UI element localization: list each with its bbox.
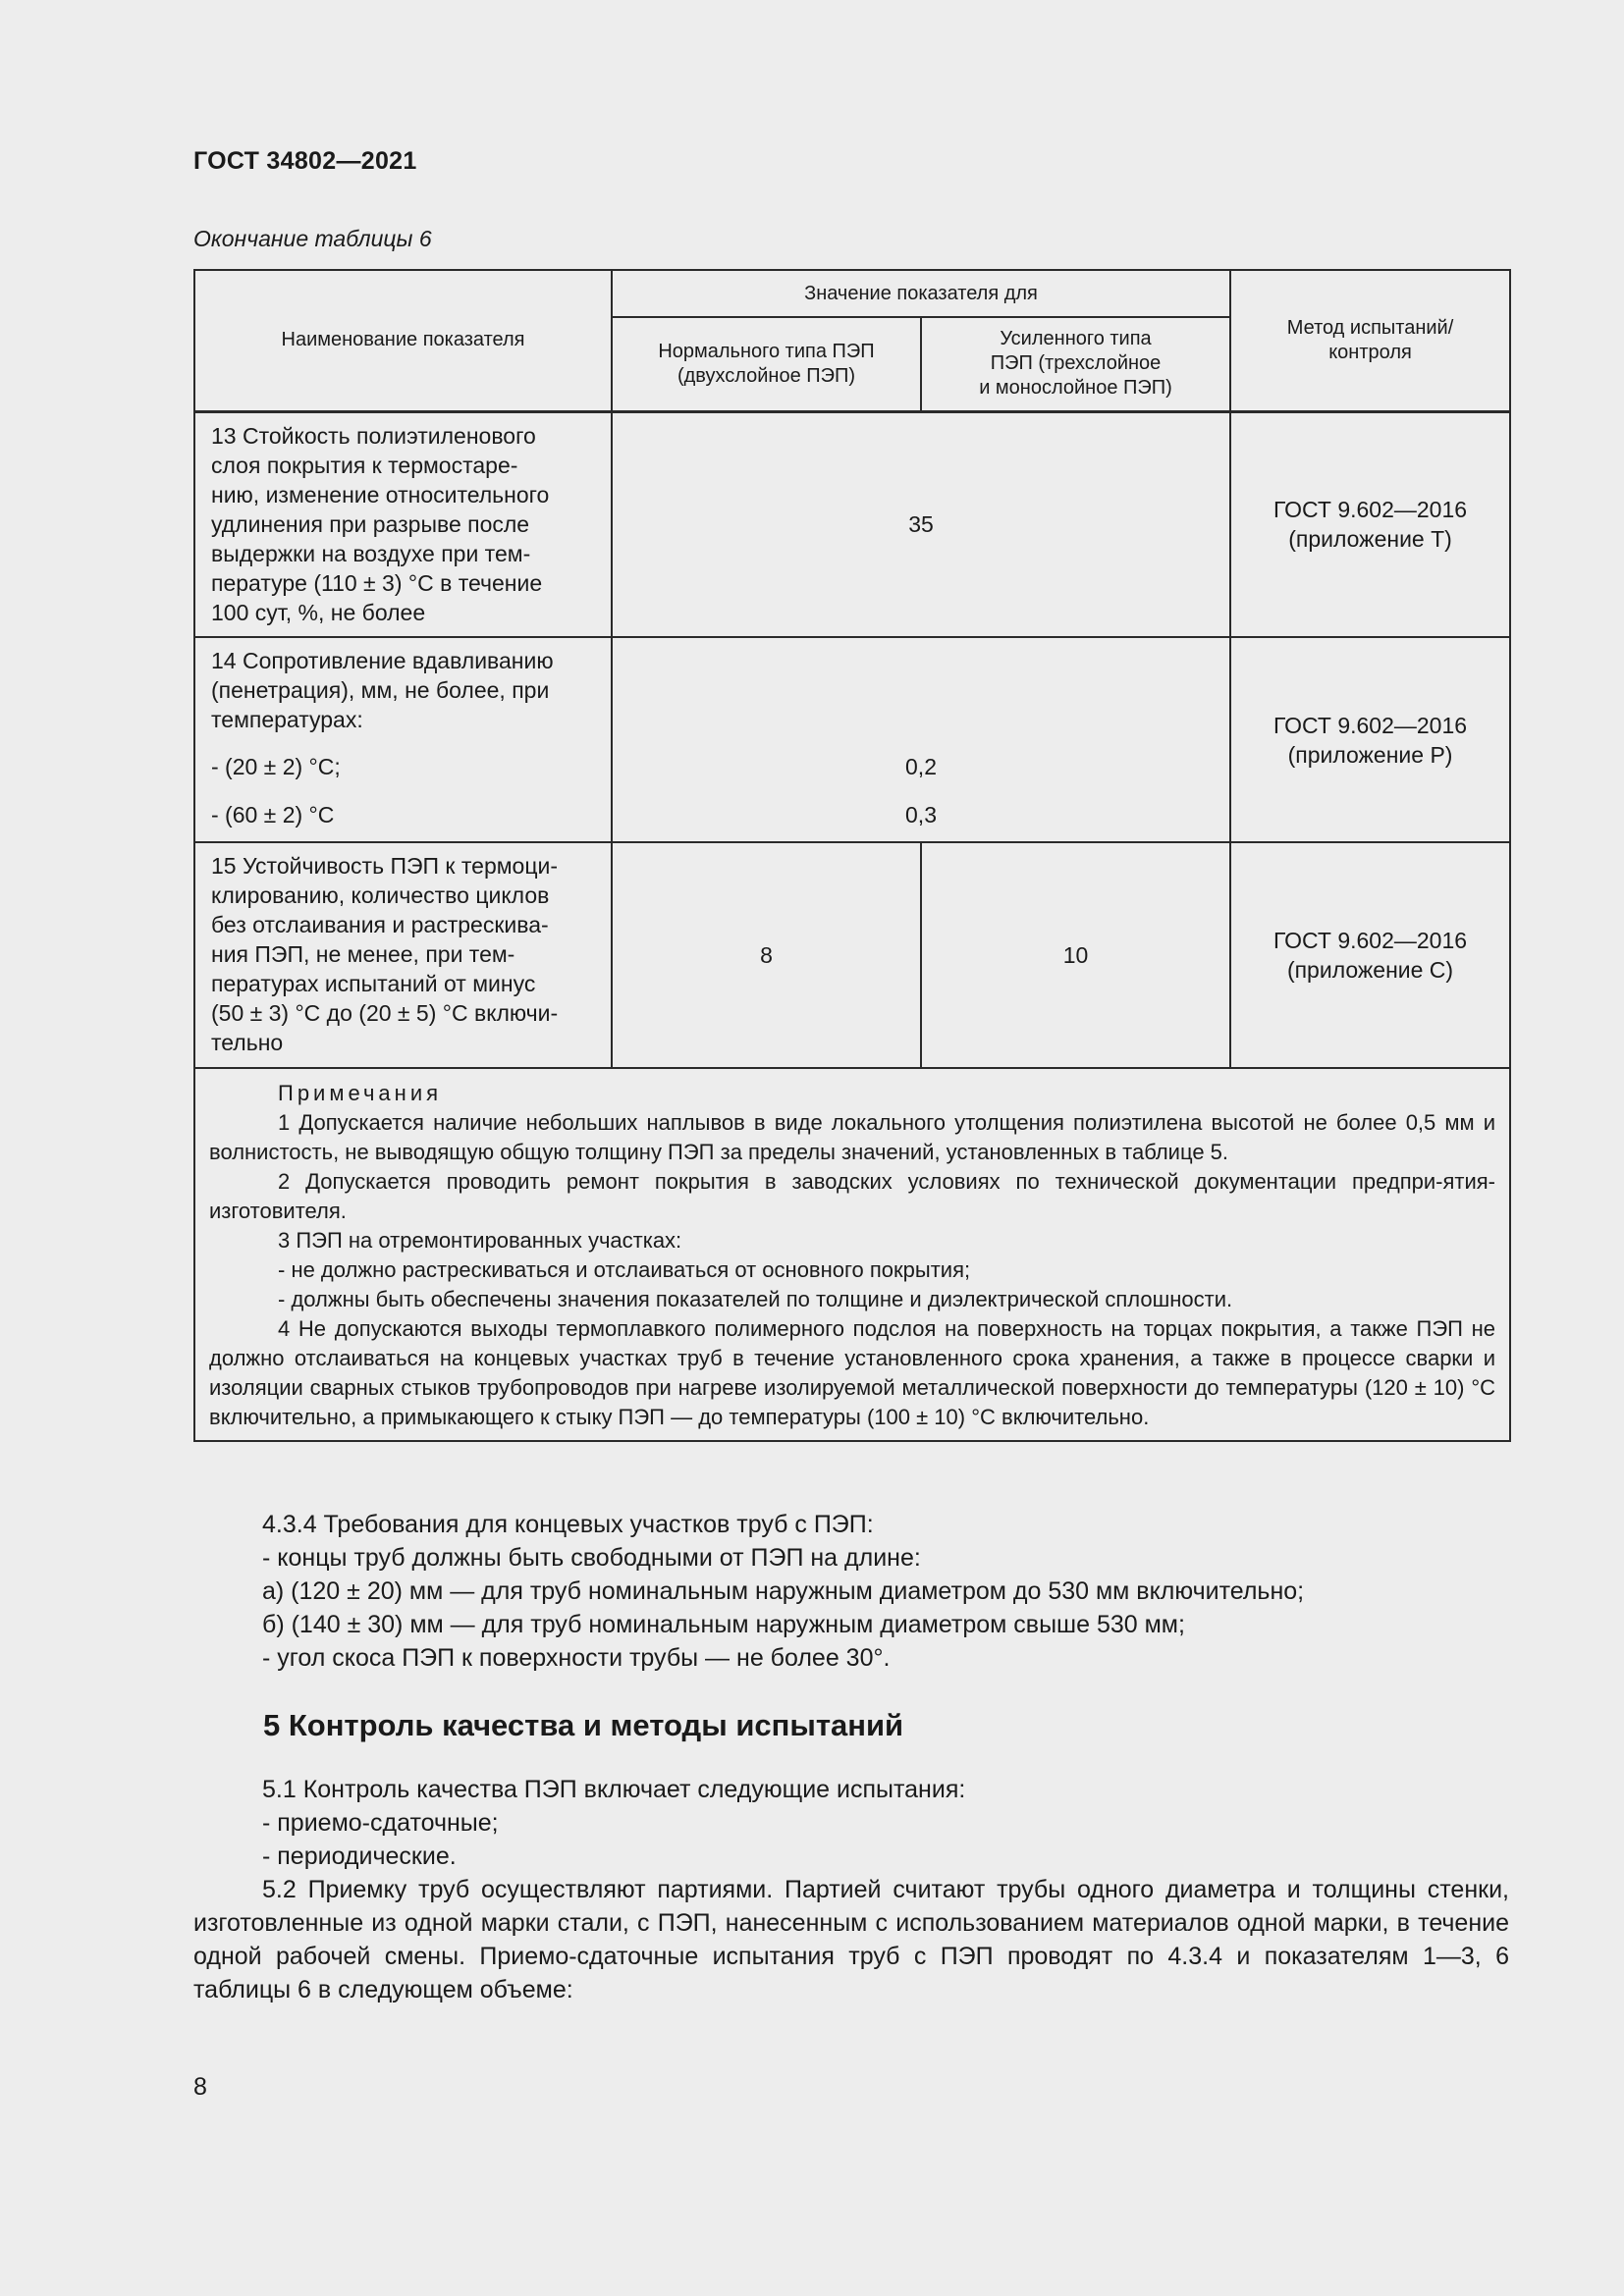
table-6 [193,269,1511,1442]
section-paragraph: 5.2 Приемку труб осуществляют партиями. Партией считают трубы одного диаметра и толщины стенки, изготовленные из одной марки стали, с ПЭП, нанесенным с использованием материалов одной марки, в течение одной рабочей смены. Приемо-сдаточные испытания труб с ПЭП проводят по 4.3.4 и показателям 1—3, 6 таблицы 6 в следующем объеме: [193,1876,1509,2003]
header-method-line: Метод испытаний/ [1286,316,1454,339]
row-14-name-line: температурах: [211,707,363,732]
row-14-name [194,637,612,842]
row-14-sub-label: - (60 ± 2) °С [211,802,335,828]
header-method [1230,270,1510,411]
document-code: ГОСТ 34802—2021 [193,147,417,175]
row-15-value-reinforced: 10 [921,842,1230,1068]
row-14-name-line: 14 Сопротивление вдавливанию [211,648,554,673]
row-14-method-line: ГОСТ 9.602—2016 [1272,712,1468,738]
header-reinforced-line: ПЭП (трехслойное [990,352,1162,375]
row-13-value: 35 [612,411,1230,637]
header-normal-line: Нормального типа ПЭП [658,340,875,362]
clause-line: б) (140 ± 30) мм — для труб номинальным наружным диаметром свыше 530 мм; [262,1611,1185,1638]
header-reinforced-line: и монослойное ПЭП) [979,377,1172,400]
row-13-name-line: 13 Стойкость полиэтиленового [211,422,536,449]
note-item: - не должно растрескиваться и отслаиваться от основного покрытия; [278,1257,971,1282]
header-reinforced-line: Усиленного типа [1000,328,1152,350]
row-13-name-line: выдержки на воздухе при тем- [211,540,531,566]
table-caption: Окончание таблицы 6 [193,226,432,251]
row-14-method [1230,637,1510,842]
note-item: 1 Допускается наличие небольших наплывов в виде локального утолщения полиэтилена высотой не более 0,5 мм и волнистость, не выводящую общую толщину ПЭП за пределы значений, установленных в таблице 5. [209,1110,1496,1164]
row-15-name-line: ния ПЭП, не менее, при тем- [211,941,515,967]
section-5-title: 5 Контроль качества и методы испытаний [263,1708,904,1742]
row-14-sub-label: - (20 ± 2) °С; [211,754,341,779]
note-item: 4 Не допускаются выходы термоплавкого полимерного подслоя на поверхность на торцах покрытия, а также ПЭП не должно отслаиваться на концевых участках труб в течение установленного срока хранения, а также в процессе сварки и изоляции сварных стыков трубопроводов при нагреве изолируемой металлической поверхности до температуры (120 ± 10) °С включительно, а примыкающего к стыку ПЭП — до температуры (100 ± 10) °С включительно. [209,1316,1496,1429]
row-14-sub-value: 0,2 [905,754,937,779]
section-paragraph: 5.1 Контроль качества ПЭП включает следующие испытания: [262,1776,966,1803]
header-normal [612,317,921,411]
row-14-name-line: (пенетрация), мм, не более, при [211,677,550,703]
note-item: - должны быть обеспечены значения показателей по толщине и диэлектрической сплошности. [278,1287,1233,1311]
table-row [194,637,1510,842]
clause-line: - угол скоса ПЭП к поверхности трубы — не более 30°. [262,1644,891,1672]
row-14-spacer [614,646,1228,734]
note-item: 3 ПЭП на отремонтированных участках: [278,1228,682,1253]
clause-4-3-4 [193,1508,1509,1675]
row-14-method-line: (приложение Р) [1287,741,1453,768]
note-item: 2 Допускается проводить ремонт покрытия в заводских условиях по технической документации предпри-ятия-изготовителя. [209,1169,1496,1223]
section-5-body [193,1773,1509,2006]
row-15-method [1230,842,1510,1068]
row-13-name-line: нию, изменение относительного [211,481,550,507]
row-15-method-line: ГОСТ 9.602—2016 [1272,928,1468,953]
notes-title: Примечания [278,1081,443,1105]
header-method-line: контроля [1328,341,1412,363]
row-13-method-line: ГОСТ 9.602—2016 [1272,497,1468,523]
header-name: Наименование показателя [194,270,612,411]
table-row [194,842,1510,1068]
row-15-value-normal: 8 [612,842,921,1068]
row-15-name-line: тельно [211,1030,284,1055]
page-number: 8 [193,2073,207,2101]
row-15-name [194,842,612,1068]
row-15-name-line: пературах испытаний от минус [211,971,536,996]
row-15-name-line: без отслаивания и растрескива- [211,912,549,937]
row-15-name-line: 15 Устойчивость ПЭП к термоци- [211,853,559,879]
section-paragraph: - приемо-сдаточные; [262,1809,499,1837]
table-row [194,411,1510,637]
notes-row [194,1068,1510,1441]
header-normal-line: (двухслойное ПЭП) [677,364,856,387]
row-15-method-line: (приложение С) [1286,957,1454,983]
row-13-name-line: удлинения при разрыве после [211,510,530,537]
row-13-name-line: 100 сут, %, не более [211,599,426,625]
row-13-method-line: (приложение Т) [1288,526,1452,553]
row-13-name-line: пературе (110 ± 3) °С в течение [211,569,543,596]
row-14-sub-value: 0,3 [905,802,937,828]
table-notes [194,1068,1510,1441]
clause-line: а) (120 ± 20) мм — для труб номинальным наружным диаметром до 530 мм включительно; [262,1577,1305,1605]
section-paragraph: - периодические. [262,1842,457,1870]
clause-line: - концы труб должны быть свободными от ПЭП на длине: [262,1544,921,1572]
row-15-name-line: клированию, количество циклов [211,882,550,908]
header-reinforced [921,317,1230,411]
row-13-name [194,411,612,637]
row-13-name-line: слоя покрытия к термостаре- [211,452,518,478]
row-13-method [1230,411,1510,637]
header-value-group: Значение показателя для [612,270,1230,317]
clause-line: 4.3.4 Требования для концевых участков труб с ПЭП: [262,1511,874,1538]
row-15-name-line: (50 ± 3) °С до (20 ± 5) °С включи- [211,1000,559,1026]
row-14-values [612,637,1230,842]
